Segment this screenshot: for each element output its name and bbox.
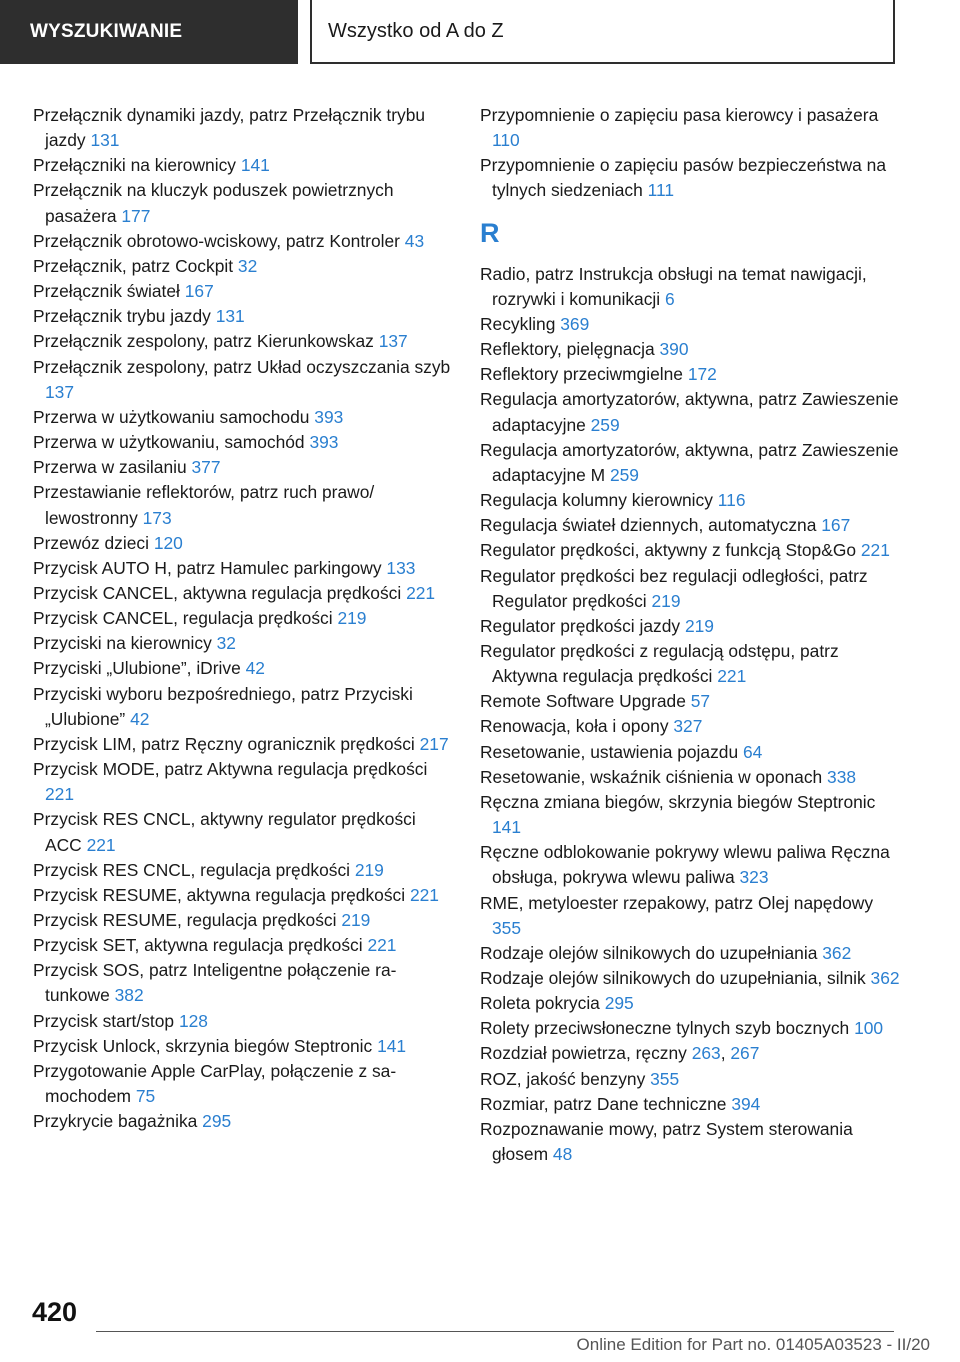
index-entry-term: Regulator prędkości bez regulacji odległości, patrz Regulator prędkości	[480, 565, 868, 611]
index-entry	[480, 740, 900, 765]
page-reference-link[interactable]: 110	[492, 130, 520, 151]
index-entry-term: Przycisk LIM, patrz Ręczny ogranicznik prędkości	[33, 733, 415, 754]
index-entry	[33, 329, 453, 354]
index-entry-term: Resetowanie, ustawienia pojazdu	[480, 741, 739, 762]
index-entry	[33, 933, 453, 958]
page-reference-link[interactable]: 141	[377, 1035, 407, 1056]
index-entry-term: ROZ, jakość benzyny	[480, 1068, 646, 1089]
index-column-right	[480, 103, 900, 1167]
page-reference-link[interactable]: 295	[604, 993, 634, 1014]
index-entry-term: Regulator prędkości z regulacją odstępu, patrz Aktywna regulacja prędkości	[480, 640, 839, 687]
index-entry-term: Przełącznik trybu jazdy	[33, 306, 211, 327]
index-entry	[480, 966, 900, 991]
page-reference-link[interactable]: 6	[664, 288, 675, 309]
edition-footer: Online Edition for Part no. 01405A03523 - II/20	[576, 1335, 930, 1354]
page-reference-link[interactable]: 221	[860, 540, 890, 561]
page-reference-link[interactable]: 390	[659, 339, 689, 360]
page-reference-link[interactable]: 263	[691, 1043, 721, 1064]
index-entry-term: Przykrycie bagażnika	[33, 1111, 198, 1132]
page-number: 420	[32, 1297, 78, 1327]
page-reference-link[interactable]: 177	[121, 205, 151, 226]
index-entry	[480, 153, 900, 203]
index-entry-term: RME, metyloester rzepakowy, patrz Olej napędowy	[480, 892, 874, 913]
page-reference-link[interactable]: 131	[90, 130, 120, 151]
index-entry-term: Przycisk start/stop	[33, 1010, 175, 1031]
index-entry	[480, 362, 900, 387]
page-reference-link[interactable]: 219	[341, 910, 371, 930]
index-entry-term: Przełącznik, patrz Cockpit	[33, 255, 234, 276]
page-reference-link[interactable]: 131	[215, 306, 245, 327]
page-reference-link[interactable]: 137	[378, 331, 408, 352]
page-reference-link[interactable]: 217	[419, 733, 449, 754]
index-entry	[33, 757, 453, 807]
page-reference-link[interactable]: 167	[184, 281, 214, 302]
index-entry	[480, 538, 900, 563]
page-reference-link[interactable]: 57	[690, 691, 711, 712]
index-entry-term: Przycisk CANCEL, regulacja prędkości	[33, 608, 333, 629]
index-entry	[33, 958, 453, 1008]
page-reference-link[interactable]: 295	[202, 1111, 232, 1132]
page-reference-link[interactable]: 362	[822, 942, 852, 963]
index-entry	[33, 480, 453, 530]
index-entry-term: Przełącznik zespolony, patrz Układ oczyszczania szyb	[33, 356, 451, 377]
index-entry-term: Regulator prędkości, aktywny z funkcją Stop&Go	[480, 540, 857, 561]
index-entry	[33, 279, 453, 304]
index-entry	[33, 682, 453, 732]
index-entry-term: Przyciski na kierownicy	[33, 633, 212, 654]
index-entry	[33, 254, 453, 279]
page-reference-link[interactable]: 259	[590, 414, 620, 435]
index-entry	[33, 455, 453, 480]
page-reference-link[interactable]: 42	[130, 708, 150, 729]
index-entry-term: Ręczna zmiana biegów, skrzynia biegów Steptronic	[480, 791, 876, 812]
index-entry-term: Przygotowanie Apple CarPlay, połączenie z samochodem	[33, 1060, 397, 1107]
index-entry	[480, 790, 900, 840]
index-entry	[33, 355, 453, 405]
index-entry	[33, 405, 453, 430]
index-entry	[33, 858, 453, 883]
index-entry	[33, 1109, 453, 1134]
index-entry-term: Przycisk SOS, patrz Inteligentne połączenie ratunkowe	[33, 960, 397, 1006]
index-column-left	[33, 103, 453, 1134]
index-entry-term: Przypomnienie o zapięciu pasów bezpieczeństwa na tylnych siedzeniach	[480, 155, 887, 201]
page-reference-link[interactable]: 338	[827, 766, 857, 787]
index-entry-term: Przyciski „Ulubione”, iDrive	[33, 658, 241, 679]
index-entry	[480, 991, 900, 1016]
page-reference-link[interactable]: 362	[870, 968, 900, 988]
index-entry-term: Przycisk SET, aktywna regulacja prędkości	[33, 935, 363, 956]
index-entry	[33, 581, 453, 606]
page-reference-link[interactable]: 172	[687, 364, 717, 385]
page-reference-link[interactable]: 327	[673, 716, 703, 737]
index-entry-term: Regulacja świateł dziennych, automatyczna	[480, 515, 817, 536]
page-reference-link[interactable]: 323	[739, 867, 769, 888]
page-reference-link[interactable]: 167	[821, 515, 851, 536]
index-entry	[33, 153, 453, 178]
index-entry	[33, 430, 453, 455]
index-entry-term: Przycisk RESUME, aktywna regulacja prędkości	[33, 884, 406, 905]
index-entry-term: Przełączniki na kierownicy	[33, 155, 236, 176]
page-reference-link[interactable]: 64	[742, 741, 763, 762]
page-reference-link[interactable]: 221	[86, 834, 116, 855]
index-entry	[480, 840, 900, 890]
section-tab-label: WYSZUKIWANIE	[30, 21, 183, 42]
page-reference-link[interactable]: 219	[354, 859, 384, 880]
index-entry-term: Przyciski wyboru bezpośredniego, patrz Przyciski „Ulubione”	[33, 683, 413, 729]
index-entry	[480, 513, 900, 538]
index-entry	[33, 1009, 453, 1034]
index-entry-term: Przycisk Unlock, skrzynia biegów Steptronic	[33, 1035, 373, 1056]
page-title: Wszystko od A do Z	[328, 19, 504, 42]
index-entry	[480, 262, 900, 312]
index-entry	[480, 614, 900, 639]
index-entry-term: Przełącznik zespolony, patrz Kierunkowskaz	[33, 331, 374, 352]
index-entry	[33, 883, 453, 908]
index-entry-term: Przycisk CANCEL, aktywna regulacja prędkości	[33, 582, 402, 603]
index-entry-term: Rolety przeciwsłoneczne tylnych szyb bocznych	[480, 1018, 850, 1039]
index-entry	[480, 765, 900, 790]
index-entry-term: Rodzaje olejów silnikowych do uzupełniania, silnik	[480, 968, 866, 988]
index-entry	[33, 229, 453, 254]
index-entry-term: Renowacja, koła i opony	[480, 716, 669, 737]
page-reference-link[interactable]: 141	[240, 155, 270, 176]
index-entry-term: Przerwa w zasilaniu	[33, 457, 187, 478]
page-reference-link[interactable]: 355	[492, 917, 522, 938]
index-entry	[480, 103, 900, 153]
page-reference-link[interactable]: 393	[314, 406, 344, 427]
index-entry-term: Przełącznik dynamiki jazdy, patrz Przełącznik trybu jazdy	[33, 105, 426, 151]
page-reference-link[interactable]: 393	[309, 432, 339, 453]
index-entry	[480, 1117, 900, 1167]
index-entry: Rozdział powietrza, ręczny 263, 267	[480, 1043, 760, 1064]
index-entry	[480, 1092, 900, 1117]
page-reference-link[interactable]: 382	[114, 985, 144, 1006]
page-reference-link[interactable]: 173	[142, 507, 172, 528]
index-entry-term: Remote Software Upgrade	[480, 691, 686, 712]
index-entry-term: Rozpoznawanie mowy, patrz System sterowania głosem	[480, 1118, 853, 1165]
index-entry-term: Przypomnienie o zapięciu pasa kierowcy i pasażera	[480, 105, 879, 125]
index-entry	[480, 639, 900, 689]
section-letter: R	[480, 217, 500, 248]
index-entry	[480, 312, 900, 337]
index-entry-term: Regulator prędkości jazdy	[480, 615, 681, 636]
index-entry	[33, 103, 453, 153]
page-reference-link[interactable]: 43	[404, 230, 425, 251]
index-entry	[33, 1034, 453, 1059]
page-reference-link[interactable]: 128	[178, 1010, 208, 1031]
index-entry	[33, 304, 453, 329]
page-reference-link[interactable]: 219	[337, 608, 367, 629]
page-reference-link[interactable]: 32	[216, 633, 236, 654]
index-entry-term: Przycisk AUTO H, patrz Hamulec parkingowy	[33, 557, 382, 578]
page-reference-link[interactable]: 394	[731, 1093, 761, 1114]
index-entry	[480, 564, 900, 614]
page-reference-link[interactable]: 100	[854, 1018, 884, 1039]
page-reference-link[interactable]: 221	[406, 582, 436, 603]
index-entry-term: Regulacja amortyzatorów, aktywna, patrz Zawieszenie adaptacyjne	[480, 389, 899, 435]
page-reference-link[interactable]: 221	[717, 666, 747, 687]
index-entry-term: Radio, patrz Instrukcja obsługi na temat nawigacji, rozrywki i komunikacji	[480, 263, 867, 309]
index-entry-term: Reflektory przeciwmgielne	[480, 364, 683, 385]
index-entry-term: Rozmiar, patrz Dane techniczne	[480, 1093, 727, 1114]
page-reference-link[interactable]: 111	[647, 180, 675, 201]
index-entry-term: Rodzaje olejów silnikowych do uzupełniania	[480, 942, 818, 963]
index-entry	[480, 714, 900, 739]
index-entry	[480, 1067, 900, 1092]
index-entry	[33, 807, 453, 857]
index-entry-term: Regulacja kolumny kierownicy	[480, 490, 713, 511]
index-entry	[33, 531, 453, 556]
page-reference-link[interactable]: 42	[245, 658, 265, 679]
index-group-r	[480, 262, 900, 1168]
index-entry	[33, 908, 453, 933]
index-entry	[480, 1016, 900, 1041]
page-reference-link[interactable]: 75	[135, 1086, 156, 1107]
index-entry-term: Przycisk RES CNCL, aktywny regulator prędkości ACC	[33, 809, 416, 855]
index-entry	[480, 438, 900, 488]
index-entry-term: Roleta pokrycia	[480, 993, 600, 1014]
page-reference-link[interactable]: 219	[684, 615, 714, 636]
page-reference-link[interactable]: 120	[153, 532, 183, 553]
index-entry-term: Przewóz dzieci	[33, 532, 149, 553]
page-reference-link[interactable]: 221	[367, 935, 397, 956]
index-entry	[33, 556, 453, 581]
index-entry	[33, 656, 453, 681]
index-entry	[33, 178, 453, 228]
page-reference-link[interactable]: 267	[730, 1043, 760, 1064]
index-entry-term: Przełącznik obrotowo-wciskowy, patrz Kontroler	[33, 230, 400, 251]
index-entry-term: Reflektory, pielęgnacja	[480, 339, 655, 360]
index-entry	[480, 387, 900, 437]
index-entry-term: Przycisk RESUME, regulacja prędkości	[33, 910, 337, 930]
page-reference-link[interactable]: 377	[191, 457, 221, 478]
index-entry-term: Przełącznik na kluczyk poduszek powietrznych pasażera	[33, 180, 394, 226]
index-entry	[33, 606, 453, 631]
page-title-tab	[310, 0, 895, 64]
index-entry-term: Przestawianie reflektorów, patrz ruch prawo/​lewostronny	[33, 482, 375, 528]
index-entry	[480, 689, 900, 714]
page-reference-link[interactable]: 141	[492, 817, 522, 838]
index-entry-term: Przerwa w użytkowaniu samochodu	[33, 406, 310, 427]
index-entry	[480, 941, 900, 966]
index-entry-term: Recykling	[480, 313, 556, 334]
page-reference-link[interactable]: 221	[45, 784, 75, 805]
page-reference-link[interactable]: 48	[552, 1144, 573, 1165]
index-entry	[480, 891, 900, 941]
section-tab	[0, 0, 298, 64]
footer-divider	[96, 1331, 894, 1332]
page-reference-link[interactable]: 133	[386, 557, 416, 578]
page-reference-link[interactable]: 32	[237, 255, 258, 276]
page-reference-link[interactable]: 116	[717, 490, 746, 511]
page-reference-link[interactable]: 369	[560, 313, 590, 334]
index-entry-term: Rozdział powietrza, ręczny	[480, 1043, 687, 1064]
index-entry-term: Przycisk MODE, patrz Aktywna regulacja prędkości	[33, 759, 428, 780]
index-entry-term: Przycisk RES CNCL, regulacja prędkości	[33, 859, 350, 880]
page-reference-link[interactable]: 259	[609, 464, 639, 485]
index-entry-term: Regulacja amortyzatorów, aktywna, patrz Zawieszenie adaptacyjne M	[480, 439, 899, 485]
page-reference-link[interactable]: 219	[651, 590, 681, 611]
index-entry-term: Resetowanie, wskaźnik ciśnienia w oponach	[480, 766, 823, 787]
page-reference-link[interactable]: 221	[409, 884, 439, 905]
index-entry-term: Przerwa w użytkowaniu, samochód	[33, 432, 305, 453]
index-entry	[33, 1059, 453, 1109]
index-entry	[33, 732, 453, 757]
index-group-p-continued	[480, 103, 900, 204]
index-entry-term: Przełącznik świateł	[33, 281, 180, 302]
index-entry	[480, 488, 900, 513]
index-entry	[33, 631, 453, 656]
index-entry	[480, 337, 900, 362]
page-reference-link[interactable]: 137	[45, 381, 75, 402]
index-entry-term: Ręczne odblokowanie pokrywy wlewu paliwa Ręczna obsługa, pokrywa wlewu paliwa	[480, 842, 890, 888]
page-reference-link[interactable]: 355	[650, 1068, 680, 1089]
